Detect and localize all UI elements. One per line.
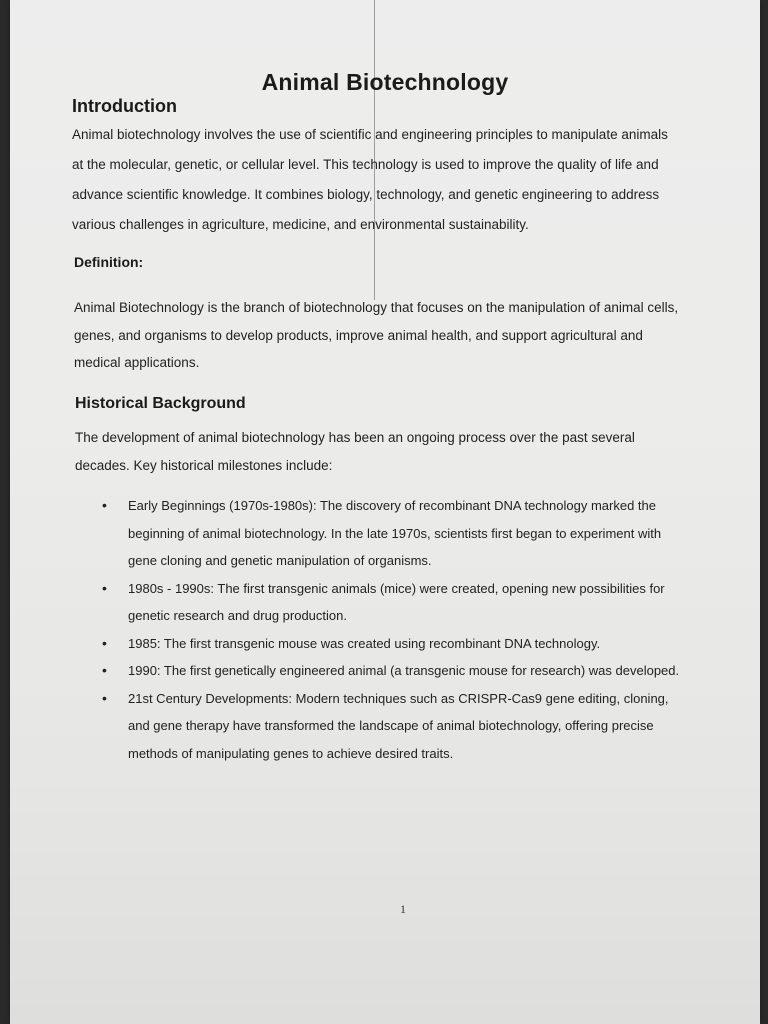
list-item-line: gene cloning and genetic manipulation of organisms. xyxy=(128,553,432,568)
list-item xyxy=(100,492,760,575)
introduction-paragraph xyxy=(72,120,762,240)
bullet-icon: • xyxy=(102,662,107,678)
bullet-icon: • xyxy=(102,579,107,596)
paragraph-line: Animal Biotechnology is the branch of biotechnology that focuses on the manipulation of animal cells, xyxy=(74,300,679,315)
definition-paragraph xyxy=(74,294,764,377)
paragraph-line: medical applications. xyxy=(74,355,200,370)
bullet-icon: • xyxy=(102,497,107,513)
list-item xyxy=(100,685,760,768)
list-item xyxy=(100,630,760,658)
list-item-line: genetic research and drug production. xyxy=(128,608,347,623)
milestones-list xyxy=(100,492,760,767)
paragraph-line: genes, and organisms to develop products, improve animal health, and support agricultural and xyxy=(74,327,643,343)
paragraph-line: various challenges in agriculture, medicine, and environmental sustainability. xyxy=(72,217,529,232)
document-title: Animal Biotechnology xyxy=(261,69,509,95)
introduction-heading: Introduction xyxy=(72,96,177,116)
list-item-line: beginning of animal biotechnology. In the late 1970s, scientists first began to experiment with xyxy=(128,525,662,541)
bullet-icon: • xyxy=(102,634,107,651)
list-item-line: 21st Century Developments: Modern techniques such as CRISPR-Cas9 gene editing, cloning, xyxy=(128,690,669,706)
historical-background-heading: Historical Background xyxy=(75,395,246,412)
paragraph-line: decades. Key historical milestones include: xyxy=(75,458,333,473)
list-item xyxy=(100,575,760,630)
list-item-line: 1990: The first genetically engineered animal (a transgenic mouse for research) was developed. xyxy=(128,663,680,678)
list-item-line: and gene therapy have transformed the landscape of animal biotechnology, offering precise xyxy=(128,718,654,733)
paragraph-line: The development of animal biotechnology has been an ongoing process over the past several xyxy=(75,430,635,445)
paragraph-line: at the molecular, genetic, or cellular level. This technology is used to improve the quality of life and xyxy=(72,157,659,172)
list-item-line: 1980s - 1990s: The first transgenic animals (mice) were created, opening new possibilities for xyxy=(128,580,665,596)
list-item-line: Early Beginnings (1970s-1980s): The discovery of recombinant DNA technology marked the xyxy=(128,498,656,513)
historical-background-paragraph xyxy=(75,424,765,480)
definition-heading: Definition: xyxy=(74,254,144,270)
list-item xyxy=(100,657,760,685)
list-item-line: methods of manipulating genes to achieve desired traits. xyxy=(128,745,454,761)
paragraph-line: advance scientific knowledge. It combines biology, technology, and genetic engineering to address xyxy=(72,187,660,202)
paragraph-line: Animal biotechnology involves the use of scientific and engineering principles to manipulate animals xyxy=(72,127,668,142)
list-item-line: 1985: The first transgenic mouse was created using recombinant DNA technology. xyxy=(128,635,601,651)
bullet-icon: • xyxy=(102,689,107,706)
paper-page xyxy=(10,0,760,1024)
page-number: 1 xyxy=(400,902,406,916)
